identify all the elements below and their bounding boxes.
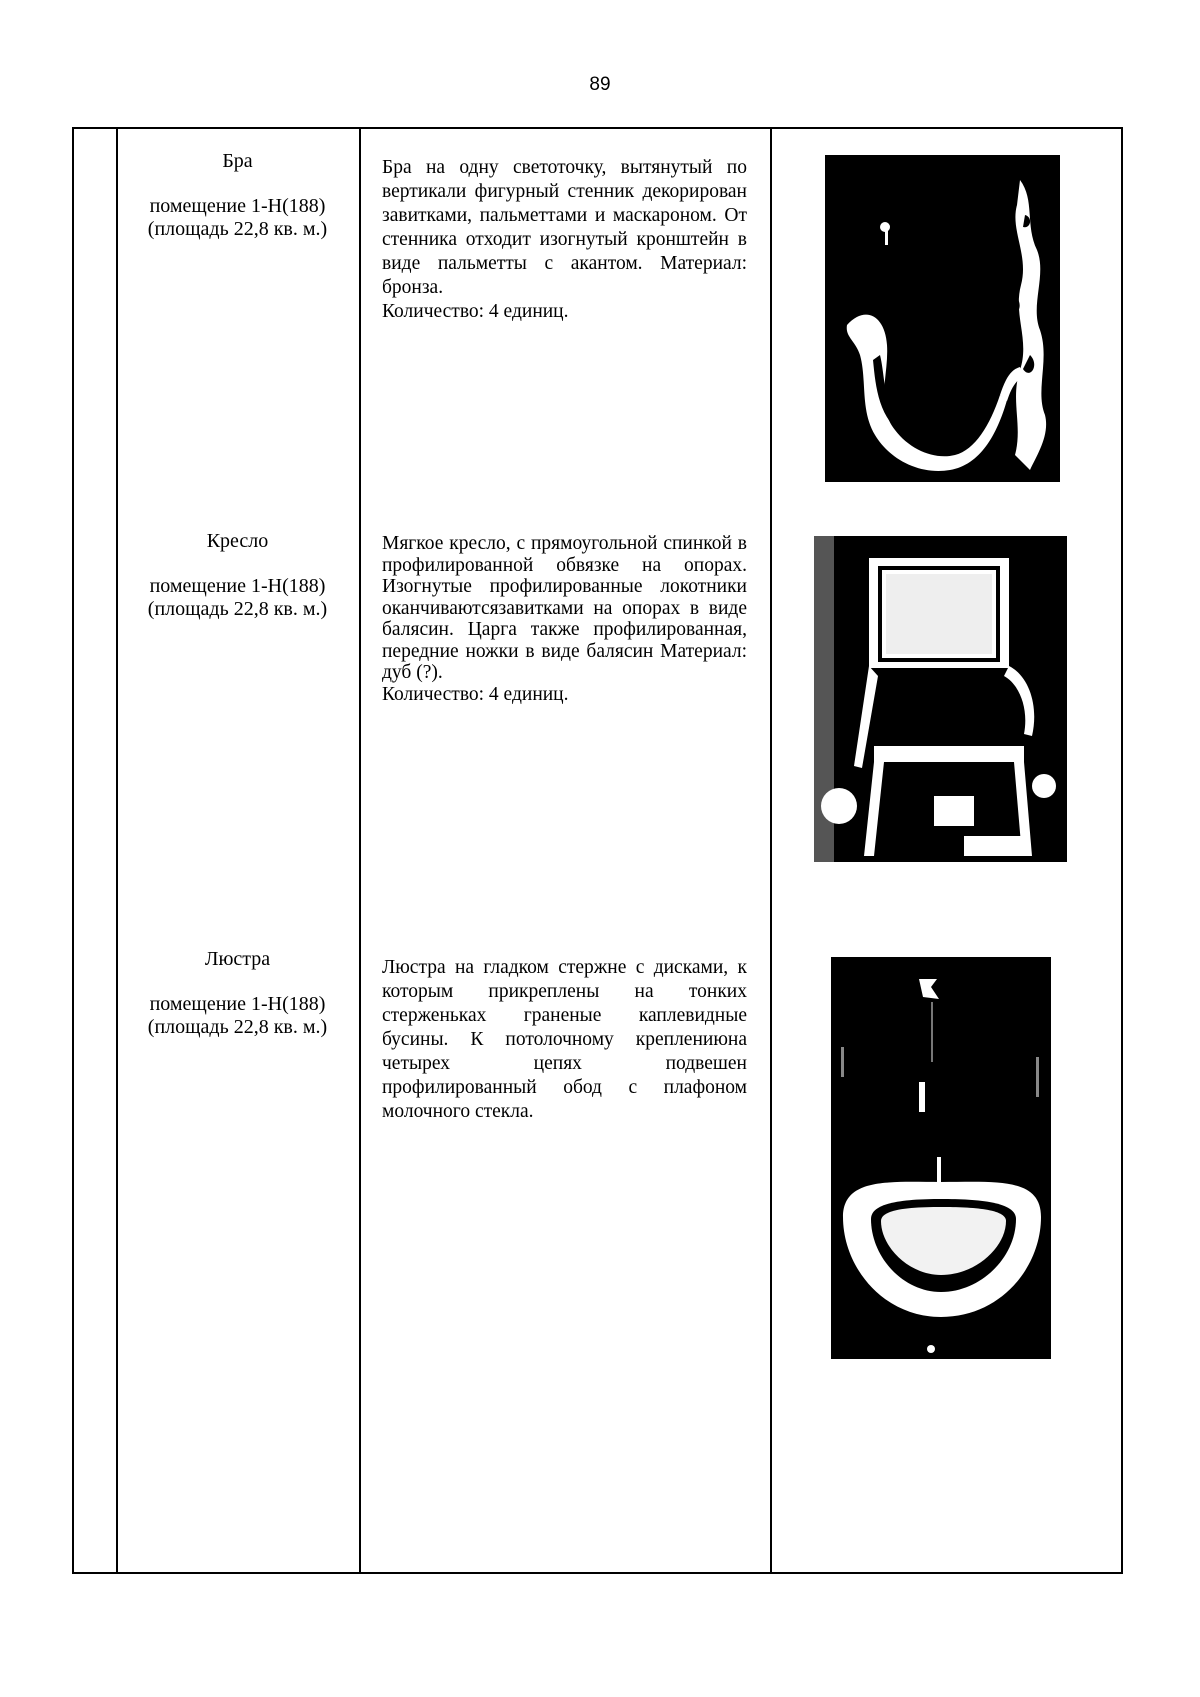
column-divider — [770, 129, 772, 1572]
item-description-sconce — [382, 156, 747, 324]
item-description-text: Бра на одну светоточку, вытянутый по вертикали фигурный стенник декорирован завитками, пальметтами и маскароном. От стенника отходит изогнутый кронштейн в виде пальметты с акантом. Материал: бронза. — [382, 157, 747, 298]
item-room: помещение 1-Н(188) — [149, 993, 326, 1015]
item-area: (площадь 22,8 кв. м.) — [147, 218, 328, 240]
item-area: (площадь 22,8 кв. м.) — [147, 1016, 328, 1038]
column-divider — [359, 129, 361, 1572]
item-name-chandelier — [115, 948, 360, 1039]
item-room: помещение 1-Н(188) — [149, 575, 326, 597]
item-quantity: Количество: 4 единиц. — [382, 301, 569, 322]
item-title: Люстра — [204, 948, 271, 970]
armchair-photo — [814, 536, 1067, 862]
chandelier-photo — [831, 957, 1051, 1359]
item-description-chandelier — [382, 956, 747, 1124]
item-description-text: Люстра на гладком стержне с дисками, к которым прикреплены на тонких стерженьках граненые каплевидные бусины. К потолочному креплениюна четырех цепях подвешен профилированный обод с плафоном молочного стекла. — [382, 957, 747, 1122]
item-title: Кресло — [206, 530, 269, 552]
item-name-armchair — [115, 530, 360, 621]
item-description-text: Мягкое кресло, с прямоугольной спинкой в профилированной обвязке на опорах. Изогнутые профилированные локотники оканчиваютсязавитками на опорах в виде балясин. Царга также профилированная, передние ножки в виде балясин Материал: дуб (?). — [382, 533, 747, 683]
sconce-photo — [825, 155, 1060, 482]
item-title: Бра — [222, 150, 253, 172]
item-area: (площадь 22,8 кв. м.) — [147, 598, 328, 620]
column-divider — [116, 129, 118, 1572]
item-quantity: Количество: 4 единиц. — [382, 683, 569, 705]
item-room: помещение 1-Н(188) — [149, 195, 326, 217]
page-number: 89 — [589, 74, 611, 95]
item-name-sconce — [115, 150, 360, 241]
item-description-armchair — [382, 533, 747, 705]
